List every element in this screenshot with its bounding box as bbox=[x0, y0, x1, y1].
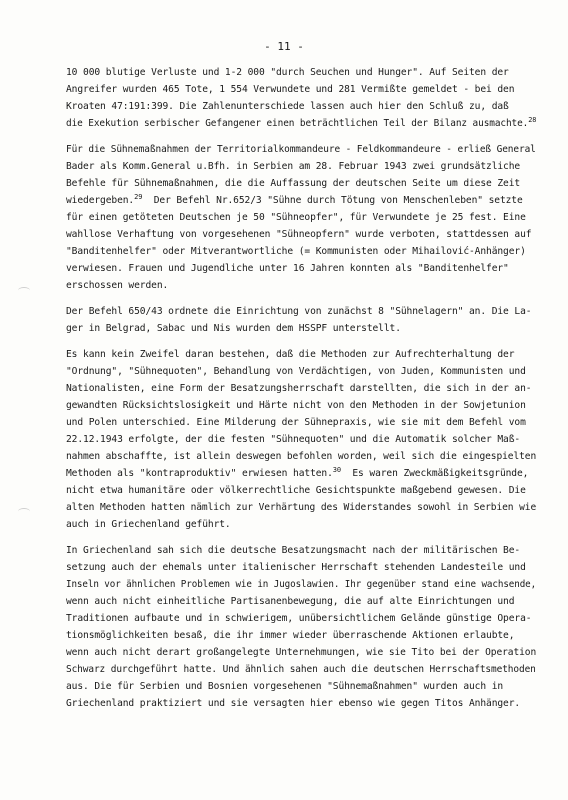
line-text: wiedergeben. bbox=[66, 195, 135, 206]
text-line bbox=[66, 303, 536, 320]
text-line bbox=[66, 576, 537, 593]
line-text: für einen getöteten Deutschen je 50 "Sühneopfer", für Verwundete je 25 fest. Eine bbox=[66, 212, 526, 223]
line-text: In Griechenland sah sich die deutsche Besatzungsmacht nach der militärischen Be- bbox=[66, 545, 521, 556]
text-line bbox=[66, 226, 536, 243]
text-line bbox=[66, 81, 536, 98]
paragraph bbox=[66, 542, 536, 712]
line-text: wenn auch nicht derart großangelegte Unternehmungen, wie sie Tito bei der Operation bbox=[66, 647, 537, 658]
text-line bbox=[66, 414, 536, 431]
text-line bbox=[66, 380, 536, 397]
text-line bbox=[66, 115, 537, 132]
text-line bbox=[66, 559, 536, 576]
text-line bbox=[66, 593, 536, 610]
page-number: - 11 - bbox=[264, 40, 304, 53]
line-text: Es kann kein Zweifel daran bestehen, daß die Methoden zur Aufrechterhaltung der bbox=[66, 349, 515, 360]
line-text: Traditionen aufbaute und in schwierigem, unübersichtlichem Gelände günstige Opera- bbox=[66, 613, 532, 624]
line-text: "Ordnung", "Sühnequoten", Behandlung von Verdächtigen, von Juden, Kommunisten und bbox=[66, 366, 526, 377]
text-line bbox=[66, 363, 536, 380]
line-text-continued: Es waren Zweckmäßigkeitsgründe, bbox=[341, 468, 529, 479]
line-text: 10 000 blutige Verluste und 1-2 000 "durch Seuchen und Hunger". Auf Seiten der bbox=[66, 67, 509, 78]
line-text: Der Befehl 650/43 ordnete die Einrichtung von zunächst 8 "Sühnelagern" an. Die La- bbox=[66, 306, 532, 317]
line-text: die Exekution serbischer Gefangener einen beträchtlichen Teil der Bilanz ausmachte. bbox=[66, 118, 529, 129]
line-text: Griechenland praktiziert und sie versagten hier ebenso wie gegen Titos Anhänger. bbox=[66, 698, 521, 709]
text-line bbox=[66, 397, 536, 414]
text-line bbox=[66, 158, 536, 175]
line-text: auch in Griechenland geführt. bbox=[66, 519, 231, 530]
text-line bbox=[66, 542, 536, 559]
text-line bbox=[66, 64, 536, 81]
text-line bbox=[66, 695, 536, 712]
line-text: "Banditenhelfer" oder Mitverantwortliche (= Kommunisten oder Mihailović-Anhänger) bbox=[66, 246, 526, 257]
line-text: Angreifer wurden 465 Tote, 1 554 Verwundete und 281 Vermißte gemeldet - bei den bbox=[66, 84, 515, 95]
text-line bbox=[66, 644, 535, 661]
text-line bbox=[66, 627, 536, 644]
line-text: verwiesen. Frauen und Jugendliche unter 16 Jahren konnten als "Banditenhelfer" bbox=[66, 263, 509, 274]
margin-mark bbox=[18, 508, 30, 515]
line-text: Kroaten 47:191:399. Die Zahlenunterschiede lassen auch hier den Schluß zu, daß bbox=[66, 101, 509, 112]
text-line bbox=[66, 260, 536, 277]
text-line bbox=[66, 277, 536, 294]
text-line bbox=[66, 141, 536, 158]
footnote-marker: 30 bbox=[332, 466, 342, 474]
line-text: 22.12.1943 erfolgte, der die festen "Sühnequoten" und die Automatik solcher Maß- bbox=[66, 434, 521, 445]
text-line bbox=[66, 98, 536, 115]
paragraph bbox=[66, 64, 536, 132]
line-text: Inseln vor ähnlichen Problemen wie in Jugoslawien. Ihr gegenüber stand eine wachsende, bbox=[66, 579, 537, 590]
margin-mark bbox=[18, 287, 30, 294]
line-text: Befehle für Sühnemaßnahmen, die die Auffassung der deutschen Seite um diese Zeit bbox=[66, 178, 521, 189]
text-line bbox=[66, 192, 536, 209]
text-line bbox=[66, 346, 536, 363]
text-line bbox=[66, 499, 535, 516]
text-line bbox=[66, 465, 536, 482]
footnote-marker: 28 bbox=[528, 116, 537, 124]
text-line bbox=[66, 175, 536, 192]
document-body bbox=[66, 64, 536, 721]
line-text: gewandten Rücksichtslosigkeit und Härte nicht von den Methoden in der Sowjetunion bbox=[66, 400, 526, 411]
line-text: nicht etwa humanitäre oder völkerrechtliche Gesichtspunkte maßgebend gewesen. Die bbox=[66, 485, 526, 496]
text-line bbox=[66, 243, 536, 260]
line-text: setzung auch der ehemals unter italienischer Herrschaft stehenden Landesteile und bbox=[66, 562, 526, 573]
line-text: erschossen werden. bbox=[66, 280, 169, 291]
line-text: aus. Die für Serbien und Bosnien vorgesehenen "Sühnemaßnahmen" wurden auch in bbox=[66, 681, 504, 692]
text-line bbox=[66, 678, 536, 695]
line-text: Methoden als "kontraproduktiv" erwiesen hatten. bbox=[66, 468, 333, 479]
line-text-continued: Der Befehl Nr.652/3 "Sühne durch Tötung von Menschenleben" setzte bbox=[142, 195, 523, 206]
line-text: Bader als Komm.General u.Bfh. in Serbien am 28. Februar 1943 zwei grundsätzliche bbox=[66, 161, 521, 172]
line-text: und Polen unterschied. Eine Milderung der Sühnepraxis, wie sie mit dem Befehl vom bbox=[66, 417, 526, 428]
text-line bbox=[66, 661, 536, 678]
paragraph bbox=[66, 303, 536, 337]
line-text: wahllose Verhaftung von vorgesehenen "Sühneopfern" wurde verboten, stattdessen auf bbox=[66, 229, 532, 240]
line-text: ger in Belgrad, Sabac und Nis wurden dem HSSPF unterstellt. bbox=[66, 323, 401, 334]
footnote-marker: 29 bbox=[134, 193, 143, 201]
line-text: alten Methoden hatten nämlich zur Verhärtung des Widerstandes sowohl in Serbien wie bbox=[66, 502, 537, 513]
line-text: tionsmöglichkeiten besaß, die ihr immer wieder überraschende Aktionen erlaubte, bbox=[66, 630, 515, 641]
text-line bbox=[66, 516, 536, 533]
text-line bbox=[66, 482, 536, 499]
text-line bbox=[66, 209, 536, 226]
line-text: nahmen abschaffte, ist allein deswegen befohlen worden, weil sich die eingespielten bbox=[66, 451, 537, 462]
text-line bbox=[66, 610, 536, 627]
text-line bbox=[66, 320, 536, 337]
text-line bbox=[66, 448, 535, 465]
line-text: wenn auch nicht einheitliche Partisanenbewegung, die auf alte Einrichtungen und bbox=[66, 596, 515, 607]
line-text: Schwarz durchgeführt hatte. Und ähnlich sahen auch die deutschen Herrschaftsmethoden bbox=[66, 664, 536, 675]
paragraph bbox=[66, 346, 536, 533]
paragraph bbox=[66, 141, 536, 294]
line-text: Für die Sühnemaßnahmen der Territorialkommandeure - Feldkommandeure - erließ General bbox=[66, 144, 536, 155]
line-text: Nationalisten, eine Form der Besatzungsherrschaft darstellten, die sich in der an- bbox=[66, 383, 532, 394]
text-line bbox=[66, 431, 536, 448]
